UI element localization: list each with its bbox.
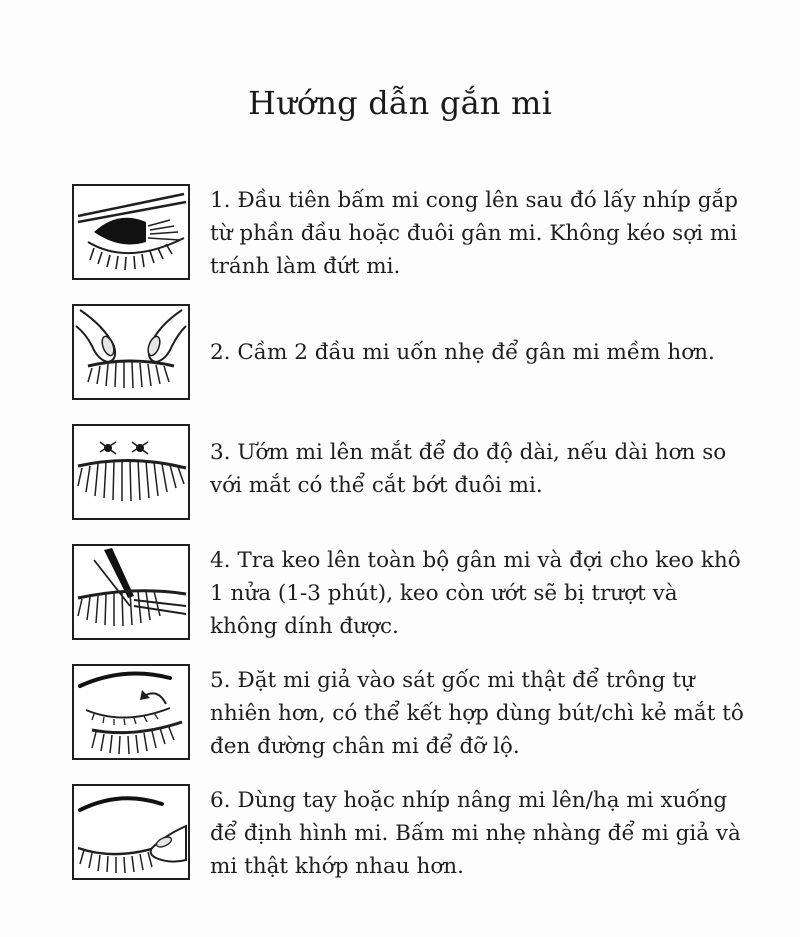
step-2: [72, 304, 752, 404]
step-5-text: 5. Đặt mi giả vào sát gốc mi thật để trông tự nhiên hơn, có thể kết hợp dùng bút/chì kẻ mắt tô đen đường chân mi để đỡ lộ.: [210, 668, 744, 759]
adjust-lash-finger-icon: [74, 786, 188, 878]
step-2-text: 2. Cầm 2 đầu mi uốn nhẹ để gân mi mềm hơn.: [210, 340, 715, 365]
step-3: [72, 424, 752, 524]
step-6-text: 6. Dùng tay hoặc nhíp nâng mi lên/hạ mi xuống để định hình mi. Bấm mi nhẹ nhàng để mi giả và mi thật khớp nhau hơn.: [210, 788, 741, 879]
measure-lash-icon: [74, 426, 188, 518]
step-1-text: 1. Đầu tiên bấm mi cong lên sau đó lấy nhíp gắp từ phần đầu hoặc đuôi gân mi. Không kéo sợi mi tránh làm đứt mi.: [210, 188, 739, 279]
fingers-bending-lash-icon: [74, 306, 188, 398]
step-3-text: 3. Ướm mi lên mắt để đo độ dài, nếu dài hơn so với mắt có thể cắt bớt đuôi mi.: [210, 440, 727, 498]
step-4-text: 4. Tra keo lên toàn bộ gân mi và đợi cho keo khô 1 nửa (1-3 phút), keo còn ướt sẽ bị trượt và không dính được.: [210, 548, 741, 639]
step-1-illustration: [72, 184, 190, 280]
step-4: [72, 544, 752, 644]
step-6: [72, 784, 752, 884]
step-1: [72, 184, 752, 284]
step-2-illustration: [72, 304, 190, 400]
step-6-illustration: [72, 784, 190, 880]
step-5: [72, 664, 752, 764]
step-3-illustration: [72, 424, 190, 520]
page-title: Hướng dẫn gắn mi: [247, 84, 553, 122]
step-4-illustration: [72, 544, 190, 640]
step-5-illustration: [72, 664, 190, 760]
tweezers-eyelash-icon: [74, 186, 188, 278]
place-lash-on-eye-icon: [74, 666, 188, 758]
glue-brush-lash-icon: [74, 546, 188, 638]
